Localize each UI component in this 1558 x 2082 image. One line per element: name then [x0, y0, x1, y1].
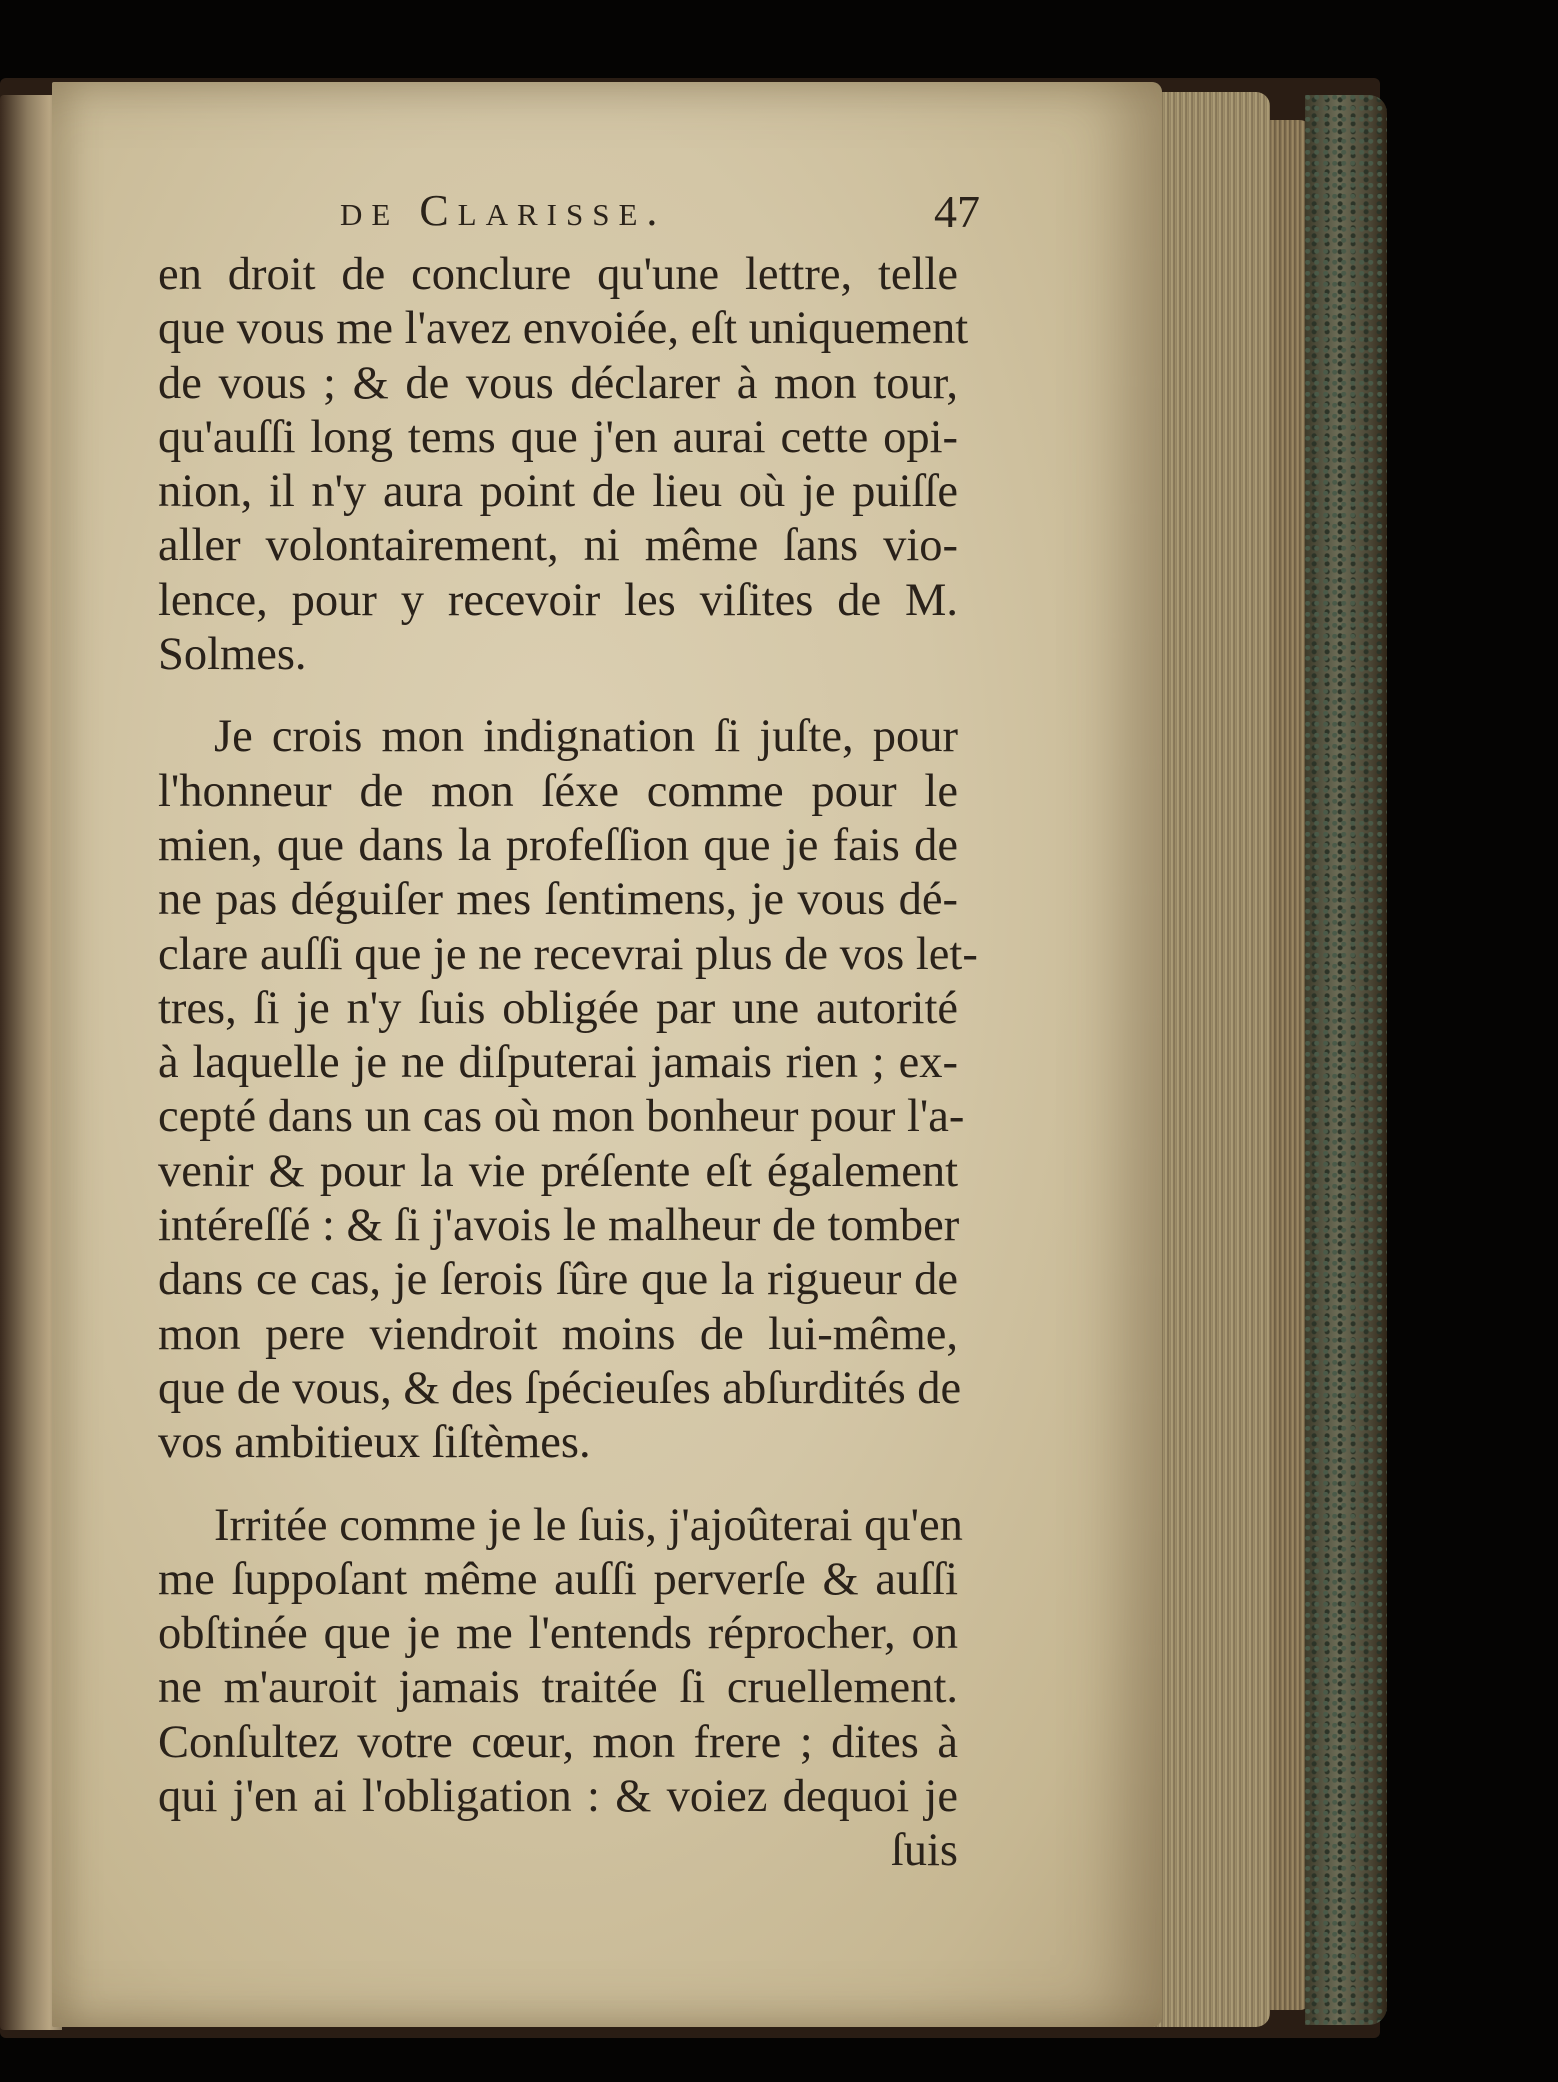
text-line: nion, il n'y aura point de lieu où je puiſſe [158, 466, 958, 518]
running-title: de Clarisse. [340, 186, 667, 235]
text-line: Irritée comme je le ſuis, j'ajoûterai qu'en [214, 1499, 963, 1551]
text-line: mon pere viendroit moins de lui-même, [158, 1308, 958, 1360]
paragraph-1 [158, 248, 969, 682]
text-line: de vous ; & de vous déclarer à mon tour, [158, 357, 958, 409]
text-line: à laquelle je ne diſputerai jamais rien ; ex- [158, 1037, 958, 1089]
text-line: que vous me l'avez envoiée, eſt uniquement [158, 303, 969, 355]
text-line: aller volontairement, ni même ſans vio- [158, 520, 958, 572]
text-line: dans ce cas, je ſerois ſûre que la rigueur de [158, 1254, 958, 1306]
text-line: clare auſſi que je ne recevrai plus de vos let- [158, 928, 978, 980]
text-line: Conſultez votre cœur, mon frere ; dites à [158, 1716, 958, 1768]
paragraph-3 [158, 1499, 963, 1825]
text-line: intéreſſé : & ſi j'avois le malheur de tomber [158, 1200, 960, 1252]
text-line: en droit de conclure qu'une lettre, telle [158, 249, 958, 300]
text-line: me ſuppoſant même auſſi perverſe & auſſi [158, 1553, 958, 1605]
text-line: qu'auſſi long tems que j'en aurai cette opi- [158, 411, 958, 463]
text-line: venir & pour la vie préſente eſt également [158, 1145, 958, 1197]
page-body [158, 248, 978, 1879]
text-line: mien, que dans la profeſſion que je fais de [158, 819, 958, 871]
text-line: Solmes. [158, 629, 307, 681]
text-line: ne m'auroit jamais traitée ſi cruellement. [158, 1662, 958, 1714]
text-line: ne pas déguiſer mes ſentimens, je vous dé- [158, 874, 958, 926]
text-line: vos ambitieux ſiſtèmes. [158, 1417, 591, 1469]
text-line: obſtinée que je me l'entends réprocher, on [158, 1608, 958, 1660]
text-line: cepté dans un cas où mon bonheur pour l'a- [158, 1091, 965, 1143]
text-line: tres, ſi je n'y ſuis obligée par une autorité [158, 982, 958, 1034]
text-line: qui j'en ai l'obligation : & voiez dequoi je [158, 1771, 958, 1823]
page-header [340, 185, 980, 255]
text-line: Je crois mon indignation ſi juſte, pour [214, 711, 958, 763]
text-line: que de vous, & des ſpécieuſes abſurdités de [158, 1362, 962, 1414]
marbled-cover [1305, 95, 1387, 2025]
paragraph-2 [158, 710, 978, 1470]
page-number: 47 [934, 186, 980, 237]
catchword: ſuis [890, 1825, 958, 1877]
text-line: lence, pour y recevoir les viſites de M. [158, 574, 958, 626]
text-line: l'honneur de mon ſéxe comme pour le [158, 765, 958, 817]
